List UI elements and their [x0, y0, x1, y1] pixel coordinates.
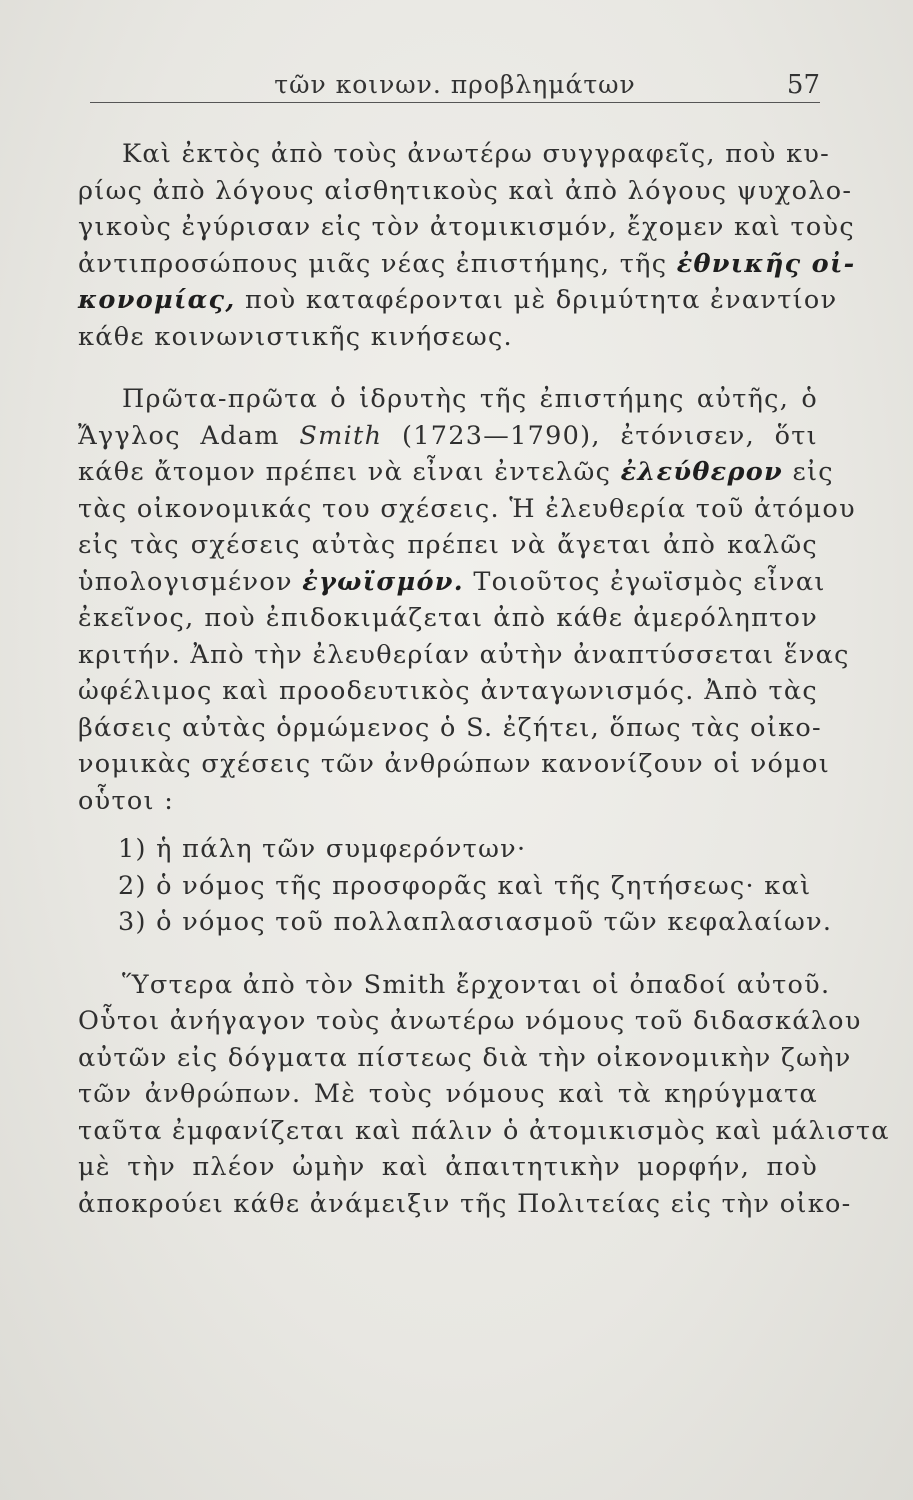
paragraph-3: [78, 967, 890, 1223]
running-head: τῶν κοινων. προβλημάτων: [274, 70, 636, 99]
text-line: νομικὰς σχέσεις τῶν ἀνθρώπων κανονίζουν οἱ νόμοι: [78, 749, 830, 779]
text-line: Ὕστερα ἀπὸ τὸν Smith ἔρχονται οἱ ὀπαδοί αὐτοῦ.: [122, 969, 831, 1000]
text-line: ἀποκρούει κάθε ἀνάμειξιν τῆς Πολιτείας εἰς τὴν οἰκο-: [78, 1188, 852, 1219]
text-line: κονομίας, ποὺ καταφέρονται μὲ δριμύτητα ἐναντίον: [78, 285, 838, 315]
text-line: Καὶ ἐκτὸς ἀπὸ τοὺς ἀνωτέρω συγγραφεῖς, ποὺ κυ-: [122, 139, 831, 169]
page-number: 57: [786, 70, 820, 100]
text-line: μὲ τὴν πλέον ὠμὴν καὶ ἀπαιτητικὴν μορφήν, ποὺ: [78, 1152, 818, 1182]
text-line: τὰς οἰκονομικάς του σχέσεις. Ἡ ἐλευθερία τοῦ ἀτόμου: [78, 493, 856, 524]
text-line: βάσεις αὐτὰς ὁρμώμενος ὁ S. ἐζήτει, ὅπως τὰς οἰκο-: [78, 712, 822, 743]
list-item: 1) ἡ πάλη τῶν συμφερόντων·: [118, 834, 527, 864]
page-header: [90, 70, 820, 103]
emphasis: ἐθνικῆς οἰ-: [676, 248, 856, 279]
body-text: [78, 136, 890, 1222]
text-line: κάθε ἄτομον πρέπει νὰ εἶναι ἐντελῶς ἐλεύθερον εἰς: [78, 457, 834, 487]
italic-name: Smith: [299, 420, 383, 451]
text-line: ἐκεῖνος, ποὺ ἐπιδοκιμάζεται ἀπὸ κάθε ἀμερόληπτον: [78, 603, 818, 633]
emphasis: κονομίας,: [78, 285, 236, 315]
text-line: τῶν ἀνθρώπων. Μὲ τοὺς νόμους καὶ τὰ κηρύγματα: [78, 1079, 818, 1109]
text-line: οὗτοι :: [78, 785, 175, 816]
text-line: ὠφέλιμος καὶ προοδευτικὸς ἀνταγωνισμός. Ἀπὸ τὰς: [78, 676, 818, 706]
emphasis: ἐλεύθερον: [620, 457, 784, 487]
text-line: κάθε κοινωνιστικῆς κινήσεως.: [78, 321, 513, 352]
text-line: αὐτῶν εἰς δόγματα πίστεως διὰ τὴν οἰκονομικὴν ζωὴν: [78, 1042, 852, 1073]
text-line: εἰς τὰς σχέσεις αὐτὰς πρέπει νὰ ἄγεται ἀπὸ καλῶς: [78, 530, 818, 560]
paragraph-2: [78, 381, 856, 819]
text-line: γικοὺς ἐγύρισαν εἰς τὸν ἀτομικισμόν, ἔχομεν καὶ τοὺς: [78, 212, 855, 242]
text-line: ἀντιπροσώπους μιᾶς νέας ἐπιστήμης, τῆς ἐθνικῆς οἰ-: [78, 248, 856, 279]
numbered-list: [78, 831, 833, 941]
text-line: κριτήν. Ἀπὸ τὴν ἐλευθερίαν αὐτὴν ἀναπτύσσεται ἕνας: [78, 639, 850, 670]
text-line: ταῦτα ἐμφανίζεται καὶ πάλιν ὁ ἀτομικισμὸς καὶ μάλιστα: [78, 1115, 890, 1146]
text-line: Οὗτοι ἀνήγαγον τοὺς ἀνωτέρω νόμους τοῦ διδασκάλου: [78, 1006, 862, 1036]
text-line: ὑπολογισμένον ἐγωϊσμόν. Τοιοῦτος ἐγωϊσμὸς εἶναι: [78, 566, 826, 597]
text-line: Πρῶτα-πρῶτα ὁ ἱδρυτὴς τῆς ἐπιστήμης αὐτῆς, ὁ: [122, 384, 818, 414]
text-line: Ἄγγλος Adam Smith (1723—1790), ἐτόνισεν, ὅτι: [78, 420, 818, 451]
list-item: 3) ὁ νόμος τοῦ πολλαπλασιασμοῦ τῶν κεφαλαίων.: [118, 907, 833, 937]
list-item: 2) ὁ νόμος τῆς προσφορᾶς καὶ τῆς ζητήσεως· καὶ: [118, 870, 812, 901]
paragraph-1: [78, 136, 856, 355]
text-line: ρίως ἀπὸ λόγους αἰσθητικοὺς καὶ ἀπὸ λόγους ψυχολο-: [78, 175, 853, 206]
emphasis: ἐγωϊσμόν.: [302, 566, 464, 597]
